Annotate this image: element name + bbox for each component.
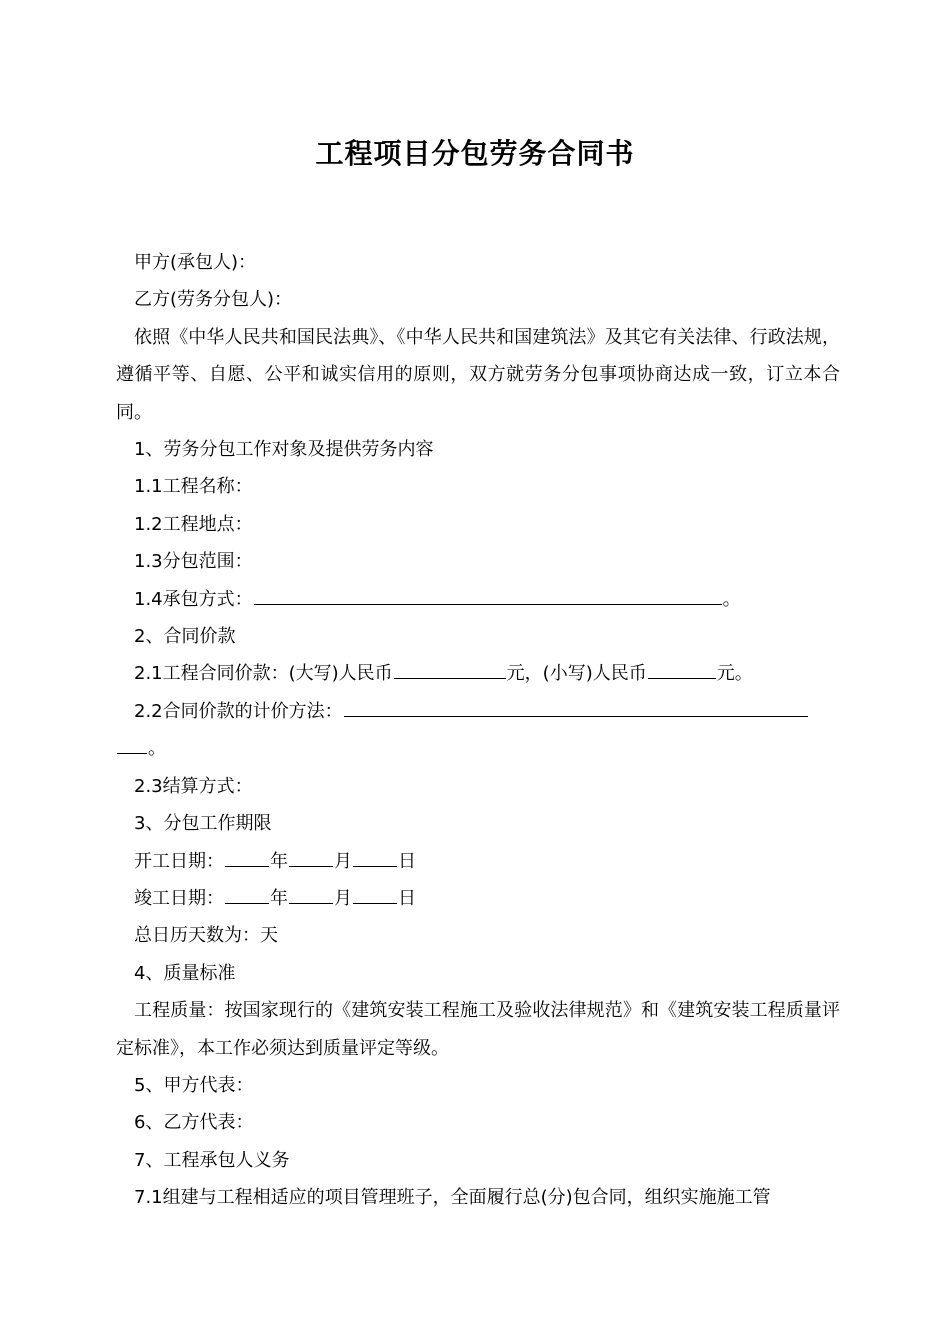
- contract-price-end: 元。: [716, 663, 753, 685]
- end-day-unit: 日: [398, 887, 416, 909]
- end-year-unit: 年: [270, 887, 288, 909]
- end-month-blank: [289, 884, 333, 904]
- start-month-blank: [289, 847, 333, 867]
- document-body: [116, 244, 840, 1217]
- project-name-line: 1.1工程名称：: [134, 476, 253, 498]
- end-day-blank: [353, 884, 397, 904]
- contract-method-label: 1.4承包方式：: [134, 588, 253, 610]
- party-a-representative-line: 5、甲方代表：: [134, 1074, 254, 1096]
- settlement-method-line: 2.3结算方式：: [134, 775, 253, 797]
- section-7-heading: 7、工程承包人义务: [134, 1149, 290, 1171]
- intro-paragraph: 依照《中华人民共和国民法典》、《中华人民共和国建筑法》及其它有关法律、行政法规，遵循平等、自愿、公平和诚实信用的原则，双方就劳务分包事项协商达成一致，订立本合同。: [116, 326, 840, 423]
- section-1-heading: 1、劳务分包工作对象及提供劳务内容: [134, 439, 434, 461]
- start-date-line: [116, 843, 840, 880]
- pricing-method-label: 2.2合同价款的计价方法：: [134, 700, 343, 722]
- section-3-heading: 3、分包工作期限: [134, 813, 272, 835]
- start-date-label: 开工日期：: [134, 850, 224, 872]
- document-title: 工程项目分包劳务合同书: [315, 137, 635, 170]
- contract-price-mid: 元，(小写)人民币: [506, 663, 647, 685]
- pricing-method-blank: [344, 697, 808, 717]
- start-year-blank: [225, 847, 269, 867]
- start-day-unit: 日: [398, 850, 416, 872]
- party-b-representative-line: 6、乙方代表：: [134, 1112, 254, 1134]
- pricing-method-continued: [116, 730, 840, 767]
- total-days-line: 总日历天数为：天: [134, 925, 278, 947]
- contract-price-line: [116, 655, 840, 692]
- contract-method-end: 。: [722, 588, 741, 610]
- quality-paragraph: 工程质量：按国家现行的《建筑安装工程施工及验收法律规范》和《建筑安装工程质量评定标准》，本工作必须达到质量评定等级。: [116, 1000, 840, 1059]
- end-year-blank: [225, 884, 269, 904]
- contract-method-line: [116, 581, 840, 618]
- subcontract-scope-line: 1.3分包范围：: [134, 551, 253, 573]
- party-a-line: 甲方(承包人)：: [134, 252, 257, 273]
- completion-date-label: 竣工日期：: [134, 887, 224, 909]
- start-year-unit: 年: [270, 850, 288, 872]
- pricing-method-blank-continued: [117, 734, 147, 754]
- clause-7-1-line: 7.1组建与工程相适应的项目管理班子，全面履行总(分)包合同，组织实施施工管: [134, 1187, 771, 1209]
- end-month-unit: 月: [334, 887, 352, 909]
- section-2-heading: 2、合同价款: [134, 626, 236, 648]
- pricing-method-end: 。: [148, 738, 166, 760]
- price-lowercase-blank: [648, 660, 716, 680]
- completion-date-line: [116, 880, 840, 917]
- start-month-unit: 月: [334, 850, 352, 872]
- contract-price-label: 2.1工程合同价款：(大写)人民币: [134, 663, 393, 685]
- pricing-method-line: [116, 693, 840, 730]
- section-4-heading: 4、质量标准: [134, 962, 236, 984]
- price-uppercase-blank: [394, 660, 506, 680]
- contract-method-blank: [254, 585, 722, 605]
- project-location-line: 1.2工程地点：: [134, 513, 253, 535]
- start-day-blank: [353, 847, 397, 867]
- party-b-line: 乙方(劳务分包人)：: [134, 289, 293, 311]
